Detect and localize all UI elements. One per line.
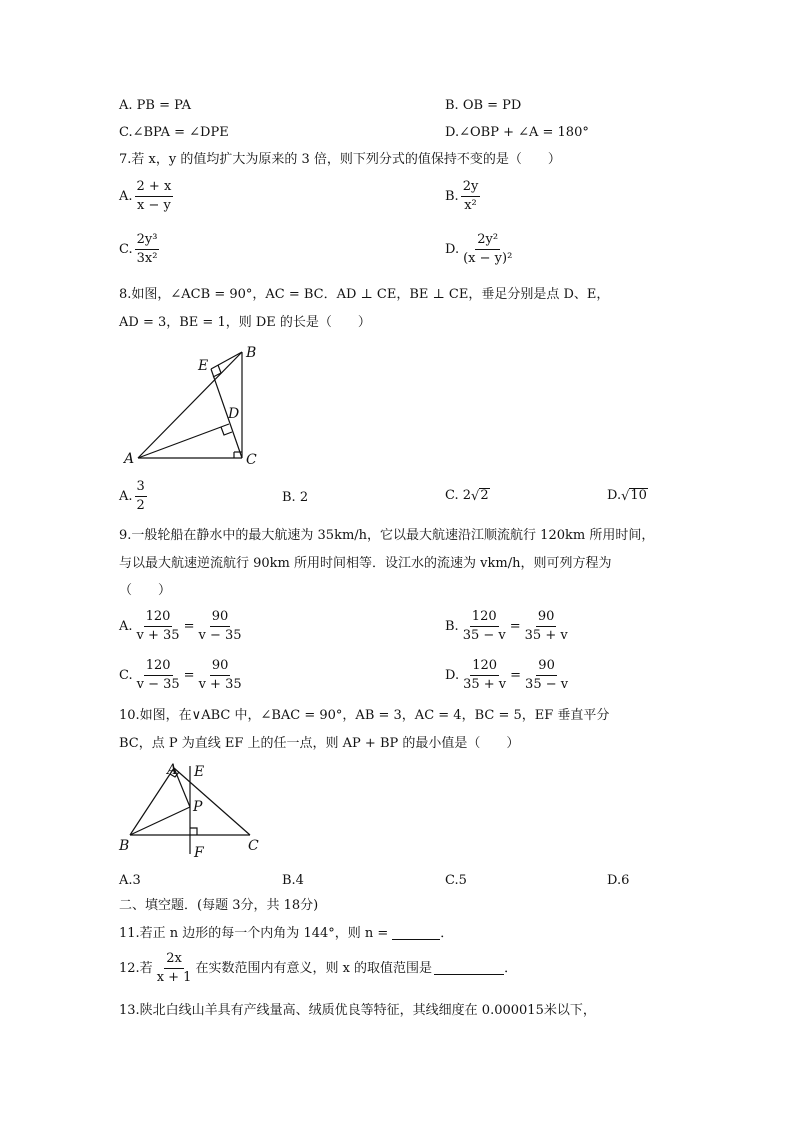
q8-figure <box>118 340 278 470</box>
q8-a-denominator: 2 <box>136 497 145 513</box>
q7-c-denominator: 3x² <box>136 250 158 266</box>
q9-stem-line2: 与以最大航速逆流航行 90km 所用时间相等．设江水的流速为 vkm/h，则可列方程为 <box>119 556 612 571</box>
q8-label-b: B <box>246 345 257 361</box>
q9-a-label: A. <box>119 618 133 634</box>
section-2-title: 二、填空题．(每题 3分，共 18分) <box>119 898 319 913</box>
q9-d-rhs-den: 35 − v <box>525 676 569 692</box>
q11-text: 11.若正 n 边形的每一个内角为 144°，则 n = <box>119 925 389 941</box>
q9-a-lhs <box>135 610 182 642</box>
q7-b-label: B. <box>445 188 459 204</box>
q9-option-b <box>445 610 572 642</box>
q10-segment-ac <box>174 768 250 835</box>
q12 <box>119 952 517 984</box>
q9-d-rhs-num: 90 <box>536 659 557 676</box>
q9-a-rhs-den: v − 35 <box>198 627 242 643</box>
q8-d-radicand: 10 <box>630 488 647 503</box>
q7-a-numerator: 2 + x <box>135 180 174 197</box>
q7-b-numerator: 2y <box>461 180 481 197</box>
q7-option-c <box>119 233 161 265</box>
q8-c-label: C. 2 <box>445 488 472 504</box>
q9-d-equals: = <box>510 667 522 683</box>
q9-stem-line3: （ ） <box>119 583 172 598</box>
q6-option-d: D.∠OBP + ∠A = 180° <box>445 125 589 140</box>
q10-figure <box>116 760 266 860</box>
q9-d-rhs <box>523 659 570 691</box>
q10-label-f: F <box>194 845 204 860</box>
q8-a-fraction <box>135 480 147 512</box>
q7-d-denominator: (x − y)² <box>463 250 513 266</box>
q10-option-a: A.3 <box>119 873 141 888</box>
q9-d-lhs-num: 120 <box>470 659 499 676</box>
q9-option-c <box>119 659 246 691</box>
q8-a-label: A. <box>119 488 133 504</box>
q10-stem-line1: 10.如图，在∨ABC 中，∠BAC = 90°，AB = 3，AC = 4，BC = 5，EF 垂直平分 <box>119 708 610 723</box>
q12-fraction <box>155 952 194 984</box>
q9-a-lhs-num: 120 <box>144 610 173 627</box>
q9-c-equals: = <box>183 667 195 683</box>
q10-label-p: P <box>193 799 203 815</box>
q7-a-fraction <box>135 180 174 212</box>
q7-option-a <box>119 180 175 212</box>
q8-label-e: E <box>198 358 209 374</box>
q10-right-angle-f <box>190 828 197 835</box>
q8-segment-be <box>211 352 242 369</box>
q9-b-rhs <box>523 610 570 642</box>
q8-label-d: D <box>228 406 240 422</box>
q9-c-rhs <box>197 659 244 691</box>
q10-label-c: C <box>248 838 259 854</box>
q10-stem-line2: BC，点 P 为直线 EF 上的任一点，则 AP + BP 的最小值是（ ） <box>119 736 520 751</box>
q12-answer-blank[interactable] <box>434 961 504 975</box>
q12-post: 在实数范围内有意义，则 x 的取值范围是 <box>195 960 433 976</box>
q8-right-angle-d <box>221 427 232 435</box>
q9-d-label: D. <box>445 667 460 683</box>
q8-label-a: A <box>124 451 135 467</box>
q9-b-rhs-num: 90 <box>536 610 557 627</box>
q9-d-lhs <box>461 659 508 691</box>
q8-segment-ad <box>138 424 229 458</box>
q8-d-label: D. <box>607 488 622 504</box>
q8-option-c <box>445 488 490 503</box>
q9-a-rhs <box>196 610 243 642</box>
q8-option-a <box>119 480 149 512</box>
q12-end: ． <box>504 960 518 976</box>
q9-d-lhs-den: 35 + v <box>463 676 507 692</box>
q9-a-lhs-den: v + 35 <box>136 627 180 643</box>
q12-pre: 12.若 <box>119 960 153 976</box>
q8-a-numerator: 3 <box>135 480 147 497</box>
q8-stem-line1: 8.如图，∠ACB = 90°，AC = BC．AD ⊥ CE，BE ⊥ CE，垂足分别是点 D、E， <box>119 287 610 302</box>
q9-b-rhs-den: 35 + v <box>524 627 568 643</box>
q7-b-fraction <box>461 180 481 212</box>
q9-c-rhs-num: 90 <box>210 659 231 676</box>
q9-c-label: C. <box>119 667 133 683</box>
q13-stem: 13.陕北白线山羊具有产线量高、绒质优良等特征，其线细度在 0.000015米以下， <box>119 1003 596 1018</box>
q8-option-d <box>607 488 648 503</box>
q6-option-c: C.∠BPA = ∠DPE <box>119 125 229 140</box>
q8-c-radicand: 2 <box>480 488 489 503</box>
sqrt-sign-icon: √ <box>471 489 480 505</box>
q9-a-rhs-num: 90 <box>210 610 231 627</box>
q12-denominator: x + 1 <box>156 969 192 985</box>
q11 <box>119 926 453 940</box>
q9-option-a <box>119 610 246 642</box>
q12-numerator: 2x <box>164 952 184 969</box>
q7-c-label: C. <box>119 241 133 257</box>
q7-a-label: A. <box>119 188 133 204</box>
q9-b-lhs-den: 35 − v <box>462 627 506 643</box>
q9-b-lhs <box>461 610 508 642</box>
q7-option-d <box>445 233 516 265</box>
q6-option-a: A. PB = PA <box>119 98 192 113</box>
q9-b-label: B. <box>445 618 459 634</box>
q7-b-denominator: x² <box>464 197 477 213</box>
q11-answer-blank[interactable] <box>392 926 440 940</box>
q10-label-a: A <box>167 762 178 778</box>
q9-c-lhs-den: v − 35 <box>136 676 180 692</box>
q7-d-fraction <box>461 233 514 265</box>
q10-label-b: B <box>119 838 130 854</box>
q8-segment-ab <box>138 352 242 458</box>
q7-option-b <box>445 180 482 212</box>
q10-option-d: D.6 <box>607 873 630 888</box>
q9-stem-line1: 9.一般轮船在静水中的最大航速为 35km/h，它以最大航速沿江顺流航行 120km 所用时间， <box>119 528 655 543</box>
q9-b-equals: = <box>509 618 521 634</box>
q10-label-e: E <box>194 764 205 780</box>
q10-option-c: C.5 <box>445 873 467 888</box>
q9-option-d <box>445 659 572 691</box>
q11-end: ． <box>440 925 454 941</box>
q9-c-lhs <box>135 659 182 691</box>
q8-option-b: B. 2 <box>282 490 309 505</box>
q7-c-fraction <box>135 233 160 265</box>
sqrt-sign-icon: √ <box>621 489 630 505</box>
q7-stem: 7.若 x，y 的值均扩大为原来的 3 倍，则下列分式的值保持不变的是（ ） <box>119 152 561 167</box>
q7-c-numerator: 2y³ <box>135 233 160 250</box>
q7-d-label: D. <box>445 241 460 257</box>
q9-a-equals: = <box>183 618 195 634</box>
q8-label-c: C <box>246 452 257 468</box>
q9-c-lhs-num: 120 <box>144 659 173 676</box>
q7-d-numerator: 2y² <box>475 233 500 250</box>
q7-a-denominator: x − y <box>136 197 171 213</box>
q9-c-rhs-den: v + 35 <box>198 676 242 692</box>
q9-b-lhs-num: 120 <box>470 610 499 627</box>
q6-option-b: B. OB = PD <box>445 98 522 113</box>
q8-stem-line2: AD = 3，BE = 1，则 DE 的长是（ ） <box>119 315 371 330</box>
q8-d-sqrt <box>621 488 648 503</box>
q10-option-b: B.4 <box>282 873 304 888</box>
q8-c-sqrt <box>471 488 490 503</box>
